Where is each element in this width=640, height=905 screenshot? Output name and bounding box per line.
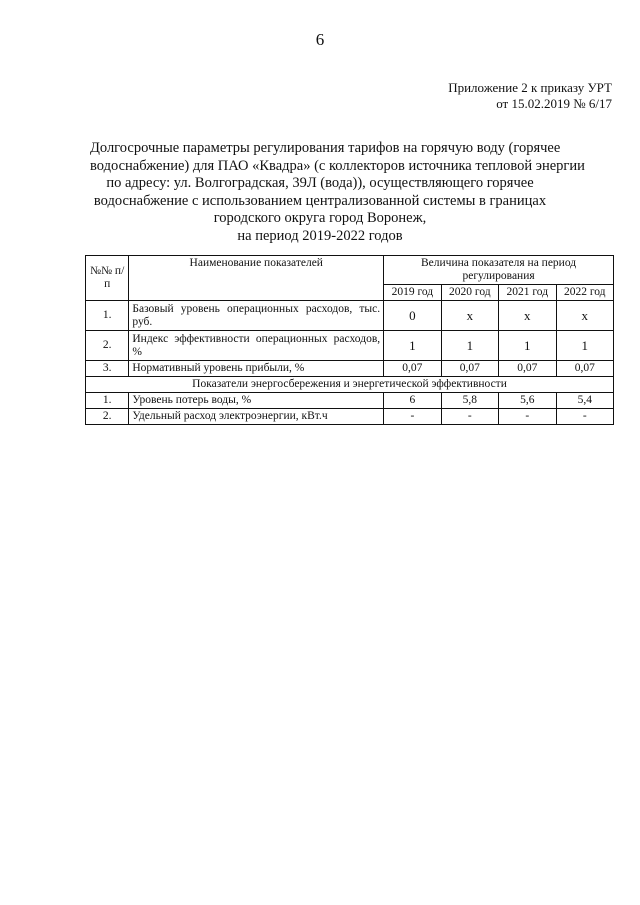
row-value: х: [556, 301, 614, 331]
header-name: Наименование показателей: [129, 256, 384, 301]
row-value: 0,07: [441, 361, 498, 377]
table-row: [86, 301, 614, 331]
table-row: [86, 361, 614, 377]
row-value: 5,6: [499, 393, 556, 409]
title-line: водоснабжение) для ПАО «Квадра» (с коллекторов источника тепловой энергии: [90, 157, 585, 174]
row-value: 6: [384, 393, 441, 409]
appendix-reference: [448, 80, 612, 112]
section-title: Показатели энергосбережения и энергетической эффективности: [86, 377, 614, 393]
parameters-table: [85, 255, 614, 425]
row-value: 0,07: [499, 361, 556, 377]
row-value: 1: [556, 331, 614, 361]
row-number: 1.: [86, 301, 129, 331]
row-number: 2.: [86, 409, 129, 425]
row-value: х: [441, 301, 498, 331]
header-year: 2021 год: [499, 285, 556, 301]
row-value: 5,4: [556, 393, 614, 409]
appendix-line-1: Приложение 2 к приказу УРТ: [448, 80, 612, 95]
document-title: [90, 140, 585, 245]
row-value: 5,8: [441, 393, 498, 409]
title-line: городского округа город Воронеж,: [213, 210, 427, 226]
table-row: [86, 393, 614, 409]
page-number: 6: [315, 30, 325, 49]
header-year: 2022 год: [556, 285, 614, 301]
table-header-row: [86, 256, 614, 285]
title-line: водоснабжение с использованием централизованной системы в границах: [93, 192, 547, 209]
header-year: 2020 год: [441, 285, 498, 301]
row-name: Уровень потерь воды, %: [129, 393, 384, 409]
row-number: 1.: [86, 393, 129, 409]
row-value: -: [499, 409, 556, 425]
header-year: 2019 год: [384, 285, 441, 301]
row-name: Нормативный уровень прибыли, %: [129, 361, 384, 377]
row-number: 3.: [86, 361, 129, 377]
row-value: х: [499, 301, 556, 331]
row-value: 0,07: [556, 361, 614, 377]
row-value: 1: [441, 331, 498, 361]
row-value: -: [556, 409, 614, 425]
section-row: [86, 377, 614, 393]
header-value-group: Величина показателя на период регулирования: [384, 256, 614, 285]
header-number: №№ п/п: [86, 256, 129, 301]
row-value: 1: [384, 331, 441, 361]
row-value: 0: [384, 301, 441, 331]
row-value: 1: [499, 331, 556, 361]
table-row: [86, 409, 614, 425]
row-value: 0,07: [384, 361, 441, 377]
row-name: Удельный расход электроэнергии, кВт.ч: [129, 409, 384, 425]
row-value: -: [384, 409, 441, 425]
row-value: -: [441, 409, 498, 425]
title-line: на период 2019-2022 годов: [237, 227, 403, 244]
row-number: 2.: [86, 331, 129, 361]
appendix-line-2: от 15.02.2019 № 6/17: [496, 96, 612, 111]
title-line: Долгосрочные параметры регулирования тарифов на горячую воду (горячее: [90, 140, 561, 156]
title-line: по адресу: ул. Волгоградская, 39Л (вода)), осуществляющего горячее: [106, 175, 534, 191]
table-row: [86, 331, 614, 361]
row-name: Базовый уровень операционных расходов, тыс. руб.: [129, 301, 384, 331]
row-name: Индекс эффективности операционных расходов, %: [129, 331, 384, 361]
